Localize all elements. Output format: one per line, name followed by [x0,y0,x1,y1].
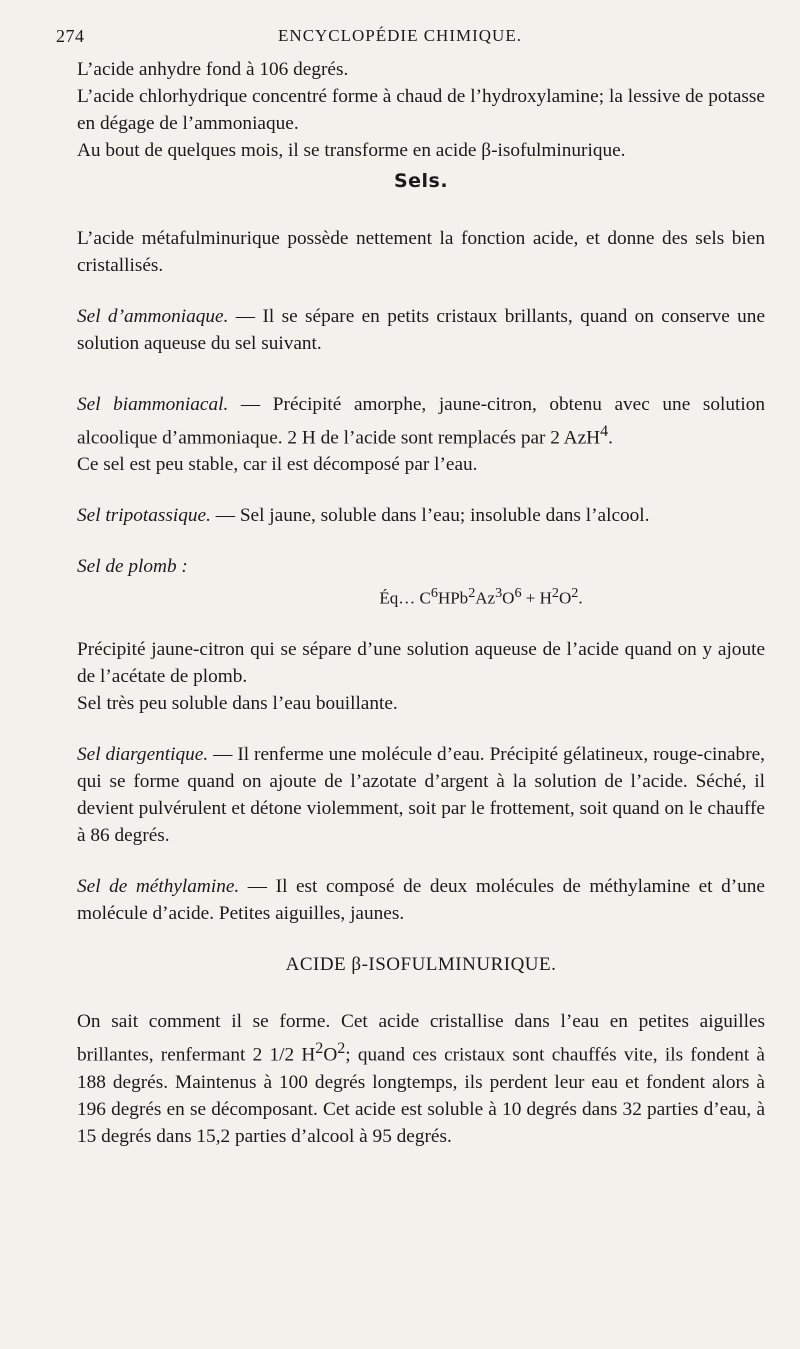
paragraph-beta-acid-properties [77,1008,765,1149]
superscript: 6 [514,585,522,602]
salt-label: Sel de méthylamine. [77,876,240,898]
paragraph-lead-solubility: Sel très peu soluble dans l’eau bouillante. [77,693,398,715]
paragraph-lead-precipitate: Précipité jaune-citron qui se sépare d’une solution aqueuse de l’acide quand on y ajoute de l’acétate de plomb. [77,639,765,688]
paragraph-transformation: Au bout de quelques mois, il se transforme en acide β-isofulminurique. [77,140,626,161]
salt-label: Sel tripotassique. [77,505,211,527]
formula-part: Éq… C [379,589,431,609]
superscript: 2 [571,585,579,602]
paragraph-stability: Ce sel est peu stable, car il est décomposé par l’eau. [77,454,478,476]
paragraph-sel-ammoniaque [77,303,765,357]
superscript: 3 [495,585,503,602]
superscript: 2 [337,1040,346,1058]
page-body [77,56,765,1150]
paragraph-sel-plomb: Sel de plomb : [77,556,188,578]
formula-part: Az [475,589,496,609]
formula-part: O [502,589,515,609]
page-header [0,26,800,50]
text-part: ; quand ces cristaux sont chauffés vite, ils fondent à 188 degrés. Maintenus à 100 degrés longtemps, ils perdent leur eau et fondent alors à 196 degrés en se décomposant. Cet acide est soluble à 10 degrés dans 32 parties d’eau, à 15 degrés dans 15,2 parties d’alcool à 95 degrés. [77,1044,765,1147]
salt-label: Sel biammoniacal. [77,394,229,415]
formula-part: + H [521,589,552,609]
salt-label: Sel d’ammoniaque. [77,306,229,327]
paragraph-hydrochloric: L’acide chlorhydrique concentré forme à chaud de l’hydroxylamine; la lessive de potasse en dégage de l’ammoniaque. [77,86,765,134]
superscript: 6 [430,585,438,602]
salt-label: Sel diargentique. [77,744,209,766]
paragraph-sel-methylamine [77,873,765,927]
paragraph-sel-diargentique [77,741,765,849]
formula-part: . [578,589,583,609]
paragraph-anhydrous-melting: L’acide anhydre fond à 106 degrés. [77,59,349,80]
text-part: On sait comment il se forme. Cet acide cristallise dans l’eau en petites aiguilles brillantes, renfermant 2 1/2 H [77,1011,765,1066]
paragraph-sel-tripotassique [77,502,765,529]
paragraph-sel-biammoniacal [77,391,765,451]
salt-description: — Il renferme une molécule d’eau. Précipité gélatineux, rouge-cinabre, qui se forme quand on ajoute de l’azotate d’argent à la solution de l’acide. Séché, il devient pulvérulent et détone violemment, soit par le frottement, soit quand on le chauffe à 86 degrés. [77,744,766,847]
punctuation: . [608,427,613,449]
superscript: 2 [551,585,559,602]
salt-description: — Précipité amorphe, jaune-citron, obtenu avec une solution alcoolique d’ammoniaque. 2 H de l’acide sont remplacés par 2 AzH [77,394,765,449]
formula-part: O [558,589,572,609]
superscript: 2 [468,585,476,602]
paragraph-acid-function: L’acide métafulminurique possède nettement la fonction acide, et donne des sels bien cristallisés. [77,228,765,276]
superscript: 4 [600,423,609,440]
salt-description: — Il est composé de deux molécules de méthylamine et d’une molécule d’acide. Petites aiguilles, jaunes. [77,876,765,925]
formula-lead-salt [77,580,765,612]
formula-part: HPb [437,589,469,609]
running-title: ENCYCLOPÉDIE CHIMIQUE. [278,26,522,45]
superscript: 2 [315,1040,324,1058]
section-heading-beta-isofulminurique: ACIDE β-ISOFULMINURIQUE. [285,954,557,976]
salt-description: — Il se sépare en petits cristaux brillants, quand on conserve une solution aqueuse du sel suivant. [77,306,765,354]
salt-description: — Sel jaune, soluble dans l’eau; insoluble dans l’alcool. [210,505,650,527]
text-part: O [323,1044,338,1066]
page-number: 274 [56,26,85,46]
section-heading-sels: Sels. [393,170,449,192]
